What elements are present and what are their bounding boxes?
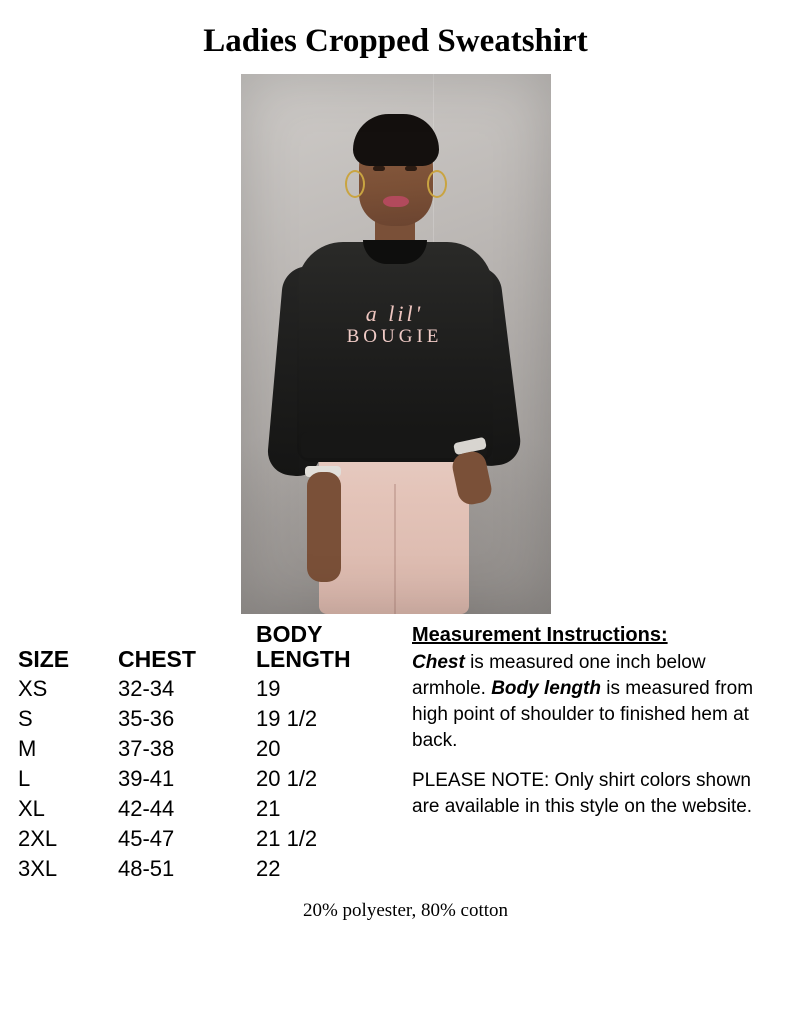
model-figure xyxy=(241,74,551,614)
cell-length: 19 xyxy=(256,676,281,701)
cell-length: 21 1/2 xyxy=(256,826,318,851)
fabric-composition: 20% polyester, 80% cotton xyxy=(302,900,509,921)
measurement-instructions xyxy=(398,622,758,834)
size-chart-table xyxy=(18,622,398,884)
header-size: SIZE xyxy=(18,646,70,672)
table-row xyxy=(18,854,398,884)
left-hoop-earring-icon xyxy=(345,170,365,198)
table-row xyxy=(18,704,398,734)
shirt-graphic-line1: a lil' xyxy=(365,301,424,326)
cell-size: XS xyxy=(18,676,48,701)
table-row xyxy=(18,824,398,854)
shirt-graphic-line2: BOUGIE xyxy=(346,326,443,347)
cell-chest: 32-34 xyxy=(118,676,175,701)
cell-chest: 37-38 xyxy=(118,736,175,761)
header-body-length-line1: BODY xyxy=(256,621,323,647)
header-body-length-line2: LENGTH xyxy=(256,646,351,672)
cell-chest: 45-47 xyxy=(118,826,175,851)
instructions-measurement-text xyxy=(412,650,758,754)
instructions-note xyxy=(412,768,758,820)
shirt-graphic xyxy=(319,302,471,348)
cell-size: XL xyxy=(18,796,45,821)
body-length-description: is measured from high point of shoulder to finished hem at back. xyxy=(412,678,754,751)
instructions-title: Measurement Instructions: xyxy=(412,624,668,646)
cell-length: 22 xyxy=(256,856,281,881)
left-eye xyxy=(373,166,385,171)
table-row xyxy=(18,674,398,704)
table-row xyxy=(18,764,398,794)
cell-chest: 35-36 xyxy=(118,706,175,731)
cell-size: M xyxy=(18,736,37,761)
cell-length: 21 xyxy=(256,796,281,821)
cell-length: 19 1/2 xyxy=(256,706,318,731)
cell-chest: 48-51 xyxy=(118,856,175,881)
size-chart-header xyxy=(18,622,398,674)
table-row xyxy=(18,794,398,824)
right-eye xyxy=(405,166,417,171)
sweatshirt-body xyxy=(297,242,493,462)
product-photo xyxy=(241,74,551,614)
hair xyxy=(353,114,439,166)
left-hand xyxy=(307,472,341,582)
chest-description: is measured one inch below armhole. xyxy=(412,652,706,699)
header-body-length xyxy=(256,622,398,674)
chest-term: Chest xyxy=(412,652,465,673)
lower-content xyxy=(14,622,777,884)
cell-size: 3XL xyxy=(18,856,58,881)
table-row xyxy=(18,734,398,764)
size-chart-body xyxy=(18,674,398,884)
page-title: Ladies Cropped Sweatshirt xyxy=(203,23,588,59)
cell-size: 2XL xyxy=(18,826,58,851)
cell-chest: 42-44 xyxy=(118,796,175,821)
body-length-term: Body length xyxy=(491,678,601,699)
cell-size: S xyxy=(18,706,33,731)
photo-background xyxy=(241,74,551,614)
mouth xyxy=(383,196,409,207)
cell-length: 20 xyxy=(256,736,281,761)
cell-chest: 39-41 xyxy=(118,766,175,791)
cell-size: L xyxy=(18,766,31,791)
right-hoop-earring-icon xyxy=(427,170,447,198)
cell-length: 20 1/2 xyxy=(256,766,318,791)
header-chest: CHEST xyxy=(118,646,196,672)
note-label: PLEASE NOTE: xyxy=(412,770,550,791)
table-header-row xyxy=(18,622,398,674)
note-text: Only shirt colors shown are available in this style on the website. xyxy=(412,770,753,817)
